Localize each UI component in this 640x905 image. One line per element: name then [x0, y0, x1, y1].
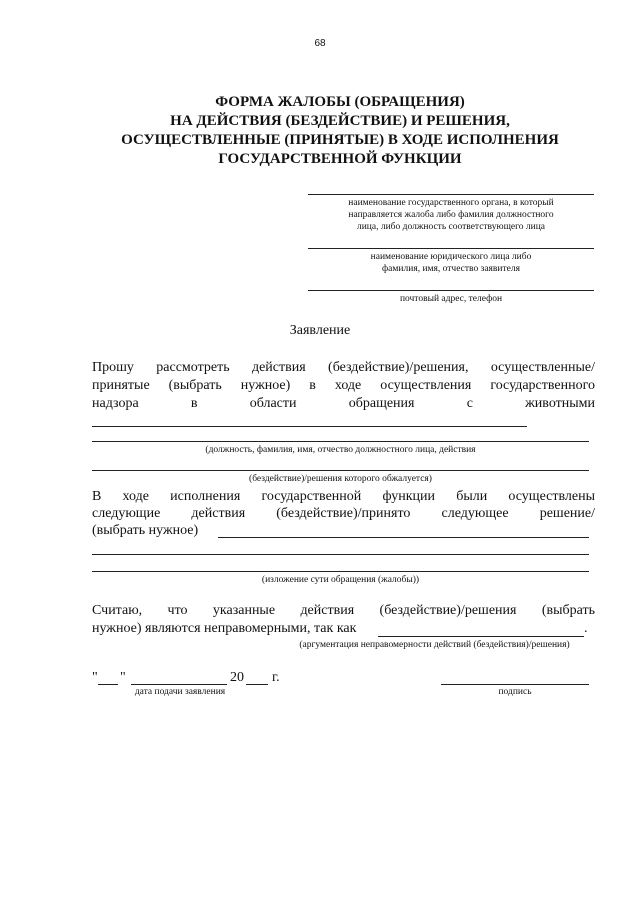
title-line-1: ФОРМА ЖАЛОБЫ (ОБРАЩЕНИЯ) — [215, 94, 465, 110]
address-line — [308, 290, 594, 291]
para1-line-2: принятые (выбрать нужное) в ходе осуществления государственного — [92, 378, 595, 393]
signature-blank[interactable] — [441, 684, 589, 685]
month-blank[interactable] — [131, 684, 227, 685]
blank-line-6[interactable] — [92, 571, 589, 572]
blank-line-1[interactable] — [92, 426, 527, 427]
blank-line-5[interactable] — [92, 554, 589, 555]
para2-line-2: следующие действия (бездействие)/принято следующее решение/ — [92, 506, 595, 521]
blank-line-3[interactable] — [92, 470, 589, 471]
form-title — [80, 93, 600, 169]
para3-end-period: . — [584, 621, 588, 636]
date-open-quote: " — [92, 670, 98, 685]
para1-line-3: надзора в области обращения с животными — [92, 396, 595, 411]
blank-line-4[interactable] — [218, 537, 589, 538]
blank-line-7[interactable] — [378, 636, 584, 637]
title-line-4: ГОСУДАРСТВЕННОЙ ФУНКЦИИ — [218, 151, 462, 167]
applicant-caption-line-1: наименование юридического лица либо — [370, 252, 532, 262]
date-caption: дата подачи заявления — [134, 687, 226, 697]
addressee-line — [308, 194, 594, 195]
year-blank[interactable] — [246, 684, 268, 685]
argument-caption: (аргументация неправомерности действий (бездействия)/решения) — [299, 640, 570, 650]
applicant-caption — [308, 251, 594, 275]
para1-line-1: Прошу рассмотреть действия (бездействие)/решения, осуществленные/ — [92, 360, 595, 375]
para2-line-1: В ходе исполнения государственной функции были осуществлены — [92, 489, 595, 504]
statement-heading: Заявление — [289, 323, 351, 338]
addressee-caption — [308, 197, 594, 233]
year-suffix: г. — [272, 670, 280, 685]
para2-line-3: (выбрать нужное) — [92, 523, 199, 538]
essence-caption: (изложение сути обращения (жалобы)) — [261, 575, 420, 585]
para3-line-1: Считаю, что указанные действия (бездействие)/решения (выбрать — [92, 603, 595, 618]
date-close-quote: " — [120, 670, 126, 685]
year-prefix: 20 — [230, 670, 244, 685]
signature-caption: подпись — [498, 687, 532, 697]
official-caption-2: (бездействие)/решения которого обжалуется) — [249, 474, 432, 484]
address-caption: почтовый адрес, телефон — [399, 294, 503, 304]
addressee-caption-line-3: лица, либо должность соответствующего лица — [356, 222, 546, 232]
addressee-caption-line-1: наименование государственного органа, в который — [348, 198, 554, 208]
applicant-caption-line-2: фамилия, имя, отчество заявителя — [382, 264, 520, 274]
title-line-3: ОСУЩЕСТВЛЕННЫЕ (ПРИНЯТЫЕ) В ХОДЕ ИСПОЛНЕНИЯ — [121, 132, 559, 148]
blank-line-2[interactable] — [92, 441, 589, 442]
addressee-caption-line-2: направляется жалоба либо фамилия должностного — [348, 210, 554, 220]
official-caption-1: (должность, фамилия, имя, отчество должностного лица, действия — [205, 445, 476, 455]
title-line-2: НА ДЕЙСТВИЯ (БЕЗДЕЙСТВИЕ) И РЕШЕНИЯ, — [170, 113, 510, 129]
applicant-line — [308, 248, 594, 249]
para3-line-2: нужное) являются неправомерными, так как — [92, 621, 357, 636]
day-blank[interactable] — [98, 684, 118, 685]
page-number: 68 — [314, 38, 326, 49]
